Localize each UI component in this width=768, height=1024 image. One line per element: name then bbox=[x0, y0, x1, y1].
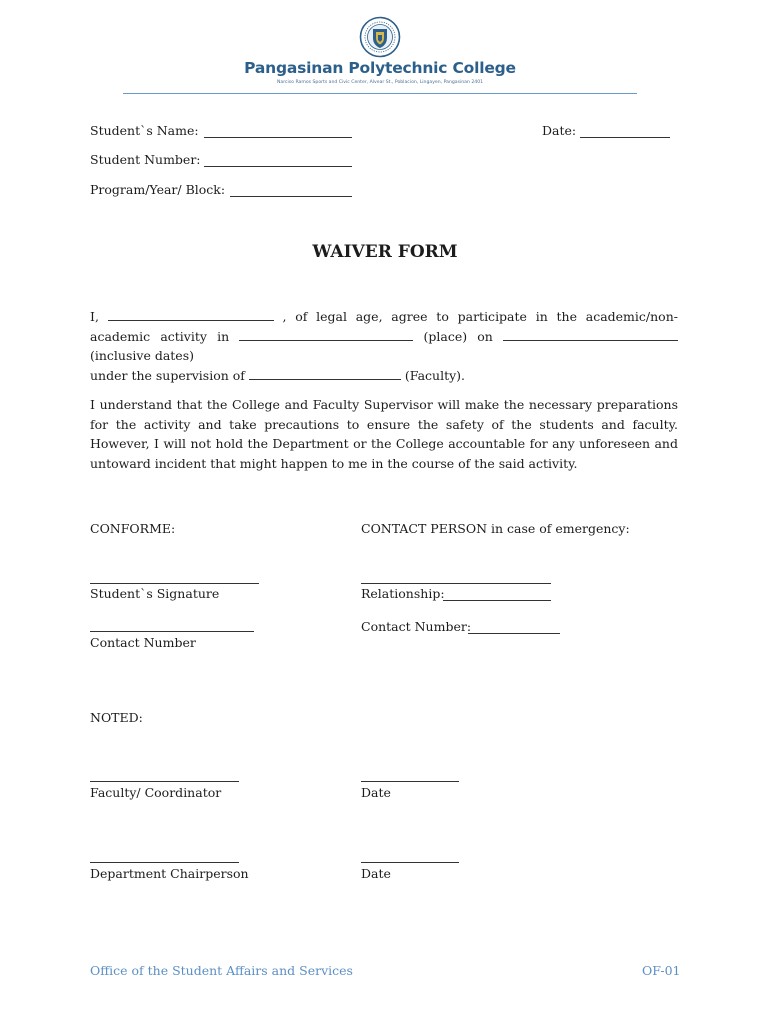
contact-number-blank[interactable] bbox=[90, 631, 254, 632]
chair-signature-blank[interactable] bbox=[90, 862, 239, 863]
place-blank[interactable] bbox=[239, 329, 413, 341]
relationship-blank[interactable] bbox=[443, 600, 551, 601]
footer-form-code: OF-01 bbox=[642, 963, 681, 978]
agreement-text: (place) on bbox=[423, 328, 493, 344]
faculty-signature-blank[interactable] bbox=[90, 781, 239, 782]
agreement-paragraph bbox=[90, 307, 678, 385]
chair-date-blank[interactable] bbox=[361, 862, 459, 863]
date-field bbox=[542, 123, 576, 139]
dates-blank[interactable] bbox=[503, 329, 678, 341]
student-number-blank[interactable] bbox=[204, 166, 352, 167]
noted-heading: NOTED: bbox=[90, 710, 143, 725]
program-blank[interactable] bbox=[230, 196, 352, 197]
agreement-text: under the supervision of bbox=[90, 367, 245, 383]
signature-label: Student`s Signature bbox=[90, 586, 220, 601]
student-name-label: Student`s Name: bbox=[90, 123, 199, 138]
contact-person-name-blank[interactable] bbox=[361, 583, 551, 584]
signature-blank[interactable] bbox=[90, 583, 259, 584]
chairperson-label: Department Chairperson bbox=[90, 866, 249, 881]
participant-name-blank[interactable] bbox=[108, 309, 274, 321]
college-name: Pangasinan Polytechnic College bbox=[244, 59, 516, 77]
contact-number-label: Contact Number bbox=[90, 635, 196, 650]
student-name-field bbox=[90, 123, 199, 139]
faculty-date-label: Date bbox=[361, 785, 391, 800]
emergency-contact-label: Contact Number: bbox=[361, 619, 472, 634]
program-label: Program/Year/ Block: bbox=[90, 182, 226, 197]
faculty-blank[interactable] bbox=[249, 368, 401, 380]
college-seal-icon bbox=[359, 16, 401, 58]
footer-office: Office of the Student Affairs and Services bbox=[90, 963, 353, 978]
form-title: WAIVER FORM bbox=[312, 242, 458, 262]
emergency-contact-blank[interactable] bbox=[468, 633, 560, 634]
faculty-coordinator-label: Faculty/ Coordinator bbox=[90, 785, 222, 800]
date-blank[interactable] bbox=[580, 137, 670, 138]
agreement-text: activity in bbox=[160, 328, 230, 344]
relationship-label: Relationship: bbox=[361, 586, 445, 601]
student-number-label: Student Number: bbox=[90, 152, 201, 167]
header-divider bbox=[123, 93, 637, 94]
faculty-date-blank[interactable] bbox=[361, 781, 459, 782]
contact-person-heading: CONTACT PERSON in case of emergency: bbox=[361, 521, 630, 536]
date-label: Date: bbox=[542, 123, 577, 138]
program-field bbox=[90, 182, 225, 198]
agreement-text: (Faculty). bbox=[404, 367, 466, 383]
liability-paragraph: I understand that the College and Faculty Supervisor will make the necessary preparations for the activity and take precautions to ensure the safety of the students and faculty. However, I will not hold the Department or the College accountable for any unforeseen and untoward incident that might happen to me in the course of the said activity. bbox=[90, 397, 678, 471]
waiver-body bbox=[90, 307, 678, 483]
agreement-text: I, bbox=[90, 309, 99, 324]
chair-date-label: Date bbox=[361, 866, 391, 881]
student-number-field bbox=[90, 152, 201, 168]
student-name-blank[interactable] bbox=[204, 137, 352, 138]
college-address: Narciso Ramos Sports and Civic Center, Alvear St., Poblacion, Lingayen, Pangasinan 2401 bbox=[276, 80, 484, 85]
conforme-heading: CONFORME: bbox=[90, 521, 176, 536]
agreement-text: (inclusive dates) bbox=[90, 348, 194, 363]
agreement-text: , of legal age, agree to participate in the academic/non-academic bbox=[90, 309, 678, 344]
